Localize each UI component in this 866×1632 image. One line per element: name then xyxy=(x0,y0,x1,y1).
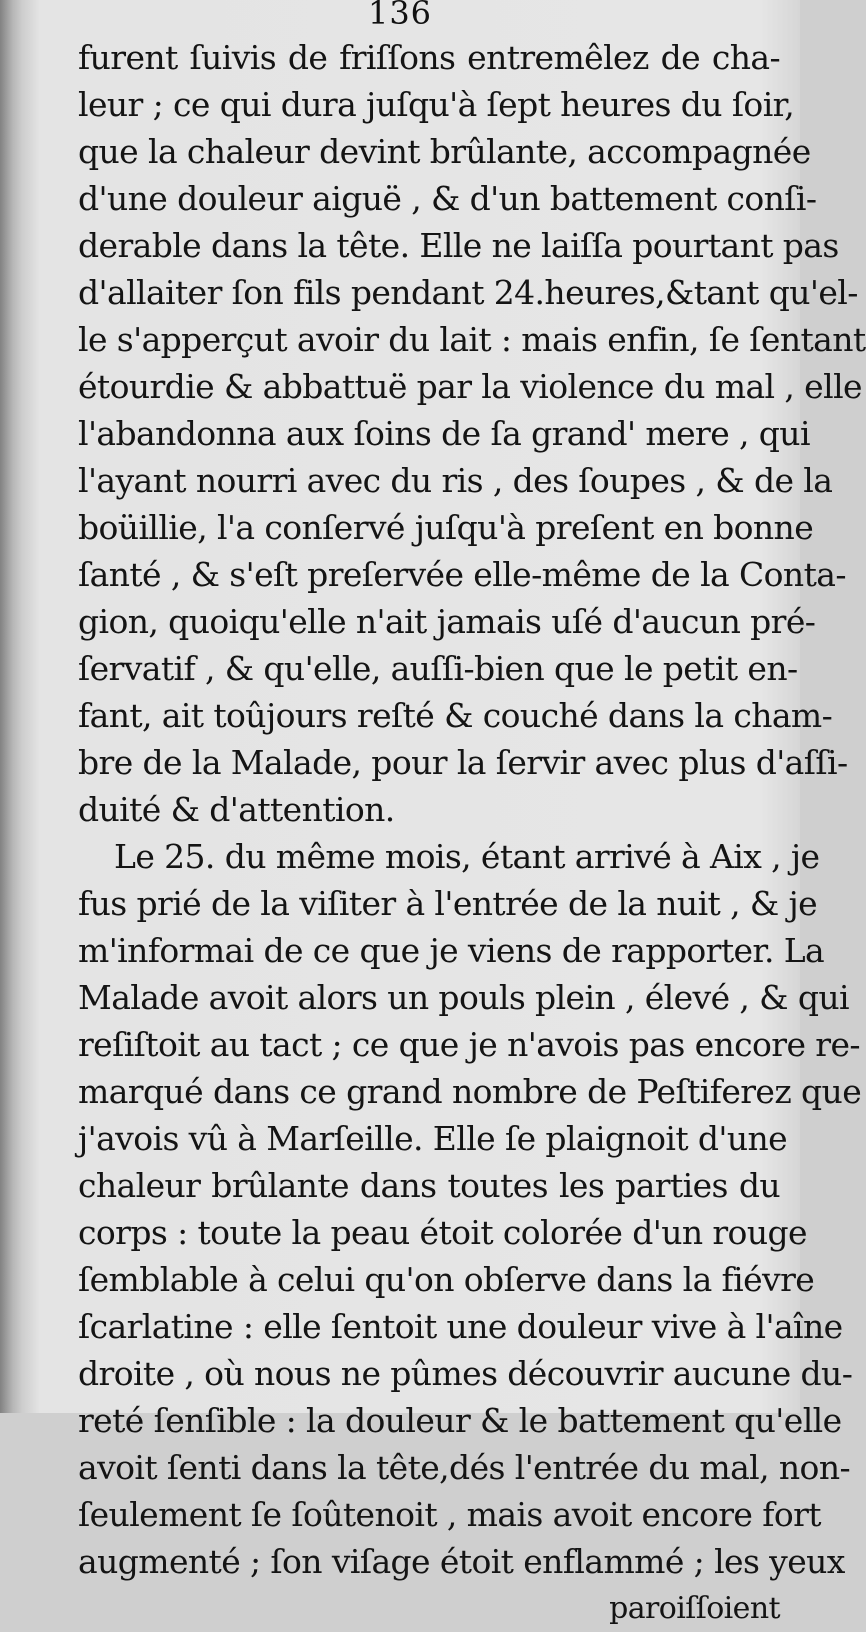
text-line: fus prié de la viſiter à l'entrée de la nuit , & je xyxy=(78,884,818,923)
text-line: étourdie & abbattuë par la violence du mal , elle xyxy=(78,367,862,406)
text-line: augmenté ; ſon viſage étoit enflammé ; les yeux xyxy=(78,1542,845,1581)
text-line: leur ; ce qui dura juſqu'à ſept heures du ſoir, xyxy=(78,85,795,124)
text-line: reſiſtoit au tact ; ce que je n'avois pas encore re- xyxy=(78,1025,860,1064)
text-line: d'une douleur aiguë , & d'un battement conſi- xyxy=(78,179,817,218)
text-line: j'avois vû à Marſeille. Elle ſe plaignoit d'une xyxy=(78,1119,788,1158)
text-line: chaleur brûlante dans toutes les parties du xyxy=(78,1166,780,1205)
gutter-shadow xyxy=(0,0,22,1413)
text-line: derable dans la tête. Elle ne laiſſa pourtant pas xyxy=(78,226,839,265)
text-line: corps : toute la peau étoit colorée d'un rouge xyxy=(78,1213,807,1252)
text-line: Malade avoit alors un pouls plein , élevé , & qui xyxy=(78,978,849,1017)
text-line: furent ſuivis de friſſons entremêlez de cha- xyxy=(78,38,780,77)
text-line: ſcarlatine : elle ſentoit une douleur vive à l'aîne xyxy=(78,1307,843,1346)
text-line: ſemblable à celui qu'on obſerve dans la fiévre xyxy=(78,1260,815,1299)
text-line: d'allaiter ſon fils pendant 24.heures,&tant qu'el- xyxy=(78,273,858,312)
body-text xyxy=(78,34,866,1632)
text-line: ſanté , & s'eſt preſervée elle-même de la Conta- xyxy=(78,555,846,594)
catchword: paroiſſoient xyxy=(609,1591,780,1626)
text-line: reté ſenſible : la douleur & le battement qu'elle xyxy=(78,1401,842,1440)
paragraph-start-line: Le 25. du même mois, étant arrivé à Aix , je xyxy=(114,837,820,876)
text-line: ſervatif , & qu'elle, auſſi-bien que le petit en- xyxy=(78,649,798,688)
text-line: avoit ſenti dans la tête,dés l'entrée du mal, non- xyxy=(78,1448,851,1487)
text-line: marqué dans ce grand nombre de Peſtiferez que xyxy=(78,1072,862,1111)
text-line: droite , où nous ne pûmes découvrir aucune du- xyxy=(78,1354,853,1393)
text-line: que la chaleur devint brûlante, accompagnée xyxy=(78,132,811,171)
text-line: l'ayant nourri avec du ris , des ſoupes , & de la xyxy=(78,461,833,500)
text-line: fant, ait toûjours reſté & couché dans la cham- xyxy=(78,696,833,735)
text-line: ſeulement ſe ſoûtenoit , mais avoit encore fort xyxy=(78,1495,821,1534)
page-number: 136 xyxy=(367,0,433,32)
text-line: gion, quoiqu'elle n'ait jamais uſé d'aucun pré- xyxy=(78,602,816,641)
text-line: le s'apperçut avoir du lait : mais enfin, ſe ſentant xyxy=(78,320,866,359)
text-line: m'informai de ce que je viens de rapporter. La xyxy=(78,931,825,970)
paragraph-end-line: duité & d'attention. xyxy=(78,790,395,829)
text-line: boüillie, l'a conſervé juſqu'à preſent en bonne xyxy=(78,508,814,547)
text-line: l'abandonna aux ſoins de ſa grand' mere , qui xyxy=(78,414,810,453)
text-line: bre de la Malade, pour la ſervir avec plus d'aſſi- xyxy=(78,743,848,782)
